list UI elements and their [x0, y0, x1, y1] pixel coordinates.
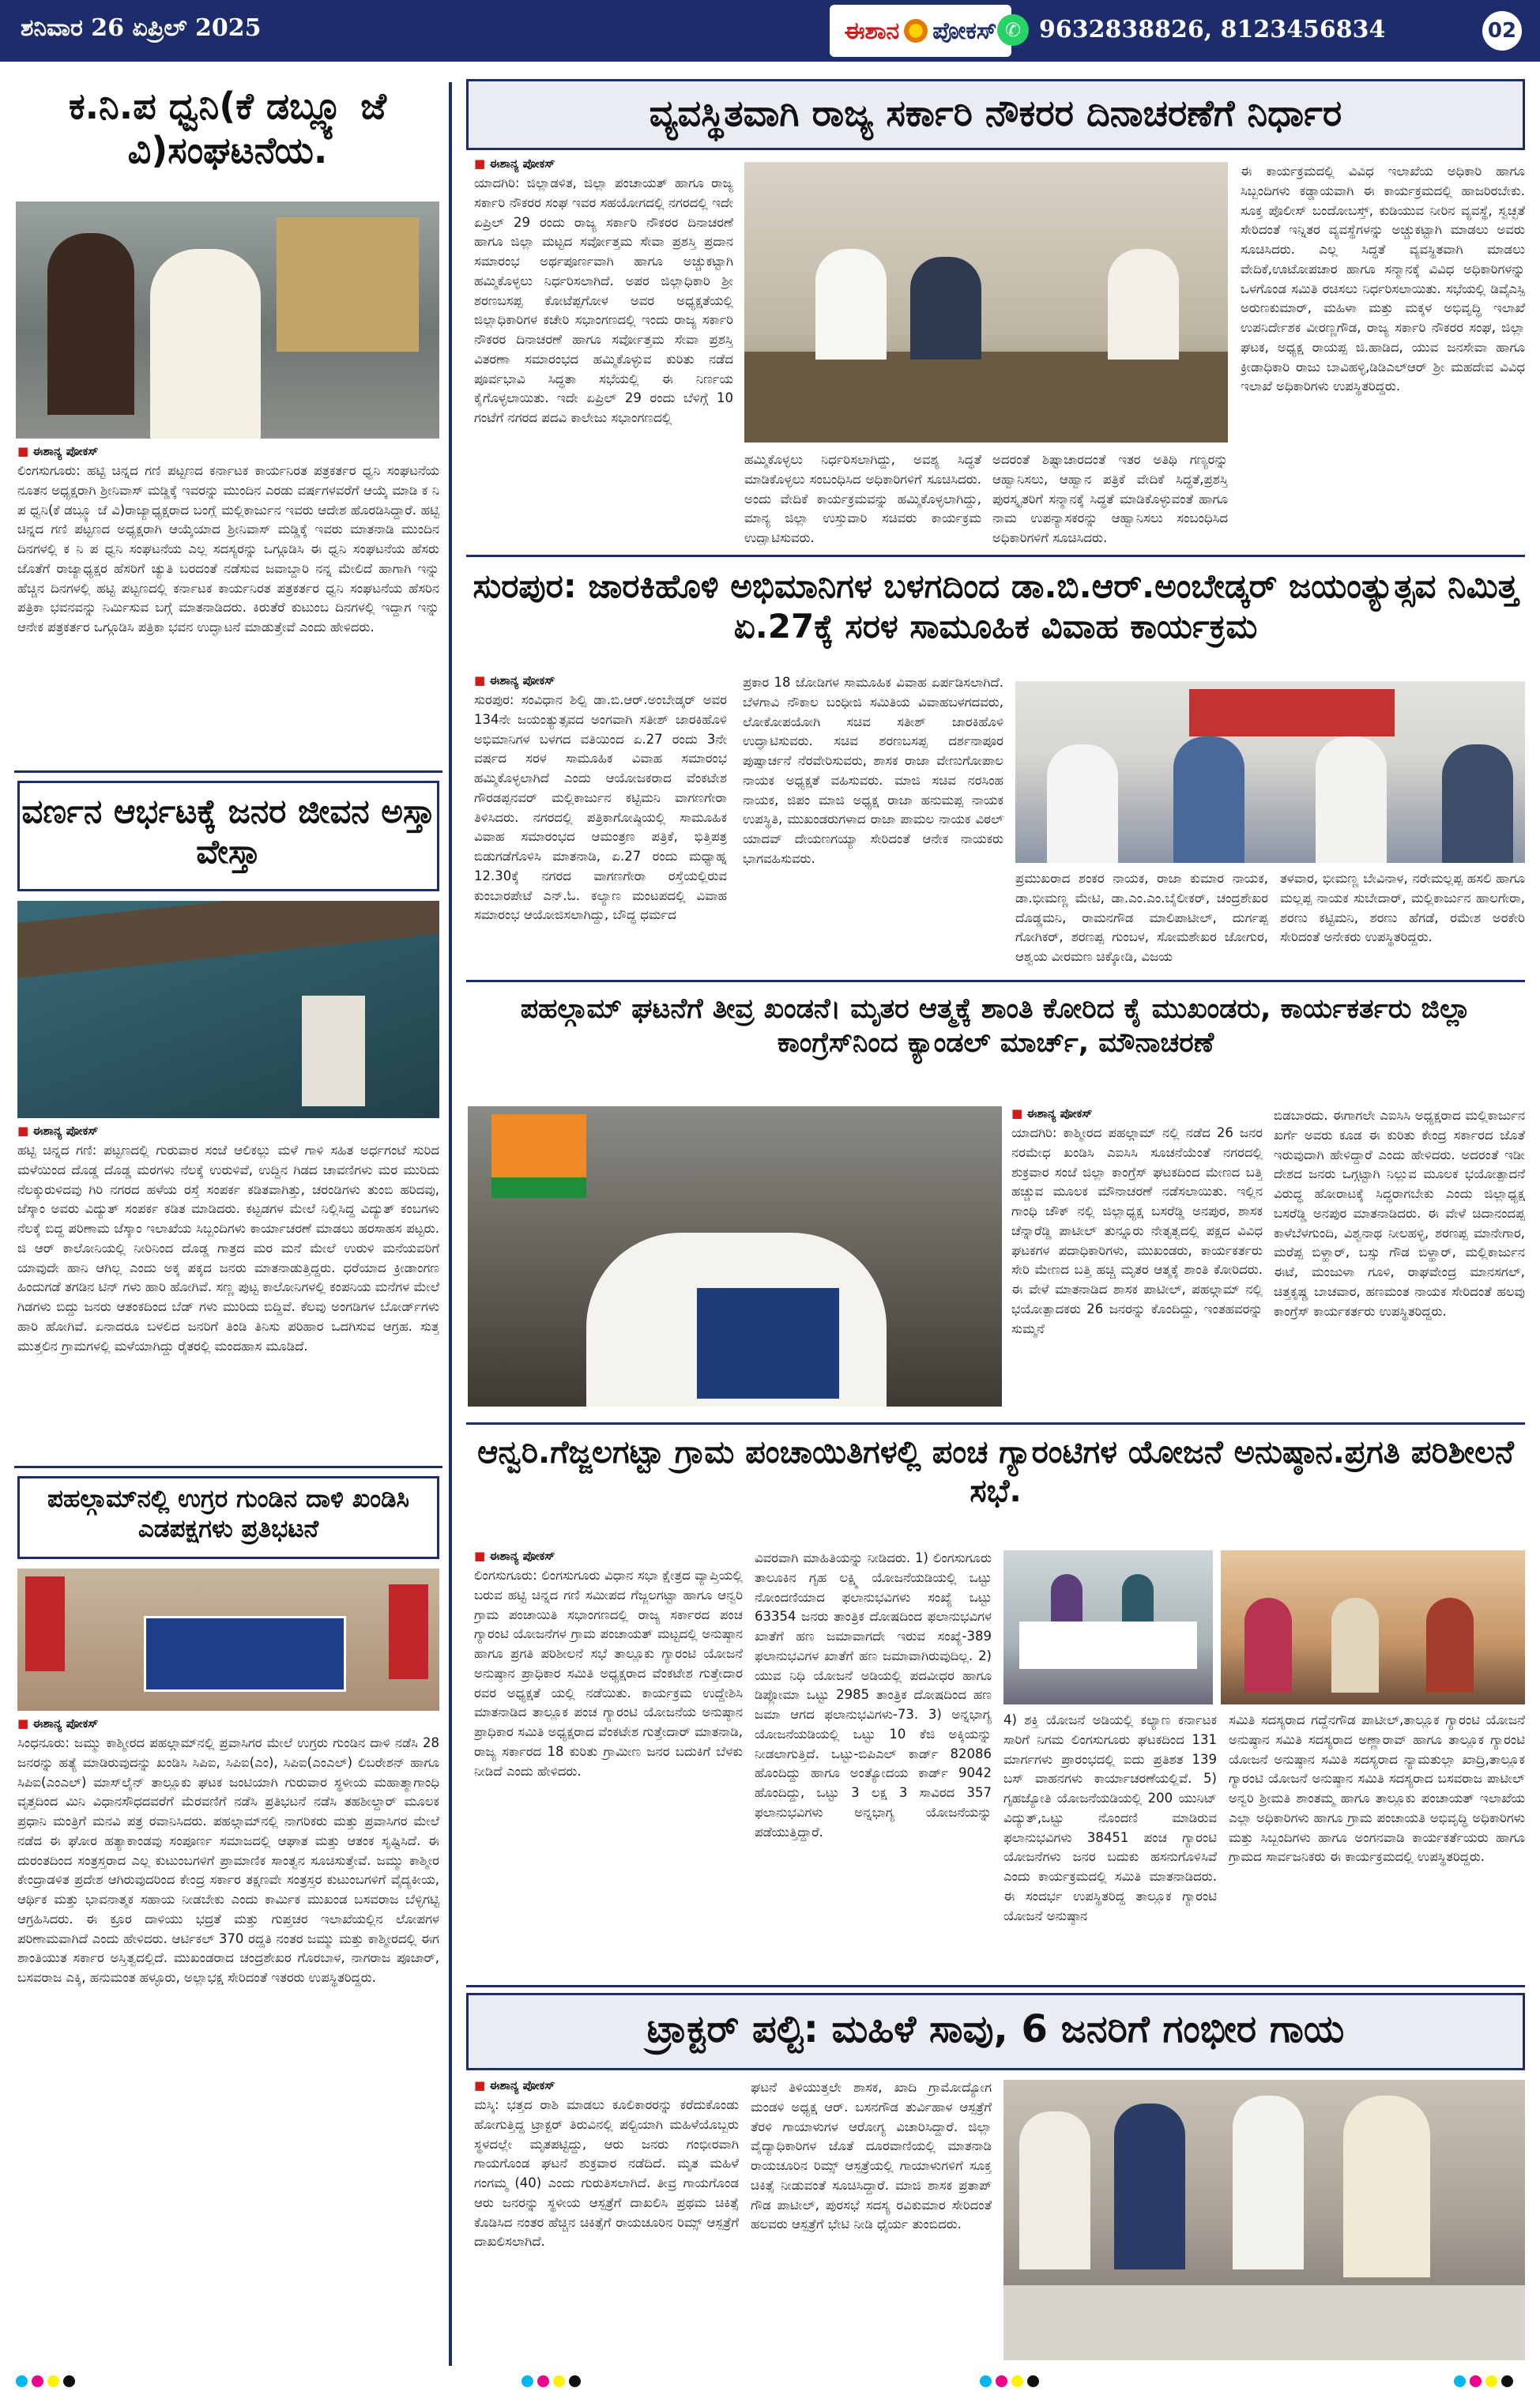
article-2-body-right: ಈ ಕಾರ್ಯಕ್ರಮದಲ್ಲಿ ವಿವಿಧ ಇಲಾಖೆಯ ಅಧಿಕಾರಿ ಹಾಗೂ ಸಿಬ್ಬಂದಿಗಳು ಕಡ್ಡಾಯವಾಗಿ ಈ ಕಾರ್ಯಕ್ರಮದಲ್ಲಿ ಹಾಜರಿರಬೇಕು. ಸೂಕ್ತ ಪೊಲೀಸ್ ಬಂದೋಬಸ್ತ್, ಕುಡಿಯುವ ನೀರಿನ ವ್ಯವಸ್ಥೆ, ಸ್ವಚ್ಛತೆ ಸೇರಿದಂತೆ ಇನ್ನಿತರ ವ್ಯವಸ್ಥೆಗಳನ್ನು ಅಚ್ಚುಕಟ್ಟಾಗಿ ಮಾಡಲು ಅವರು ಸೂಚಿಸಿದರು. ಎಲ್ಲ ಸಿದ್ಧತೆ ವ್ಯವಸ್ಥಿತವಾಗಿ ಮಾಡಲು ವೇದಿಕೆ,ಊಟೋಪಚಾರ ಹಾಗೂ ಸನ್ಮಾನಕ್ಕೆ ವಿವಿಧ ಅಧಿಕಾರಿಗಳನ್ನು ಒಳಗೊಂಡ ಸಮಿತಿ ರಚಿಸಲು ನಿರ್ಧರಿಸಲಾಯಿತು. ಸಭೆಯಲ್ಲಿ ಡಿವೈಎಸ್ಪಿ ಅರುಣಕುಮಾರ್, ಮಹಿಳಾ ಮತ್ತು ಮಕ್ಕಳ ಅಭಿವೃದ್ಧಿ ಇಲಾಖೆ ಉಪನಿರ್ದೇಶಕ ವೀರಣ್ಣಗೌಡ, ರಾಜ್ಯ ಸರ್ಕಾರಿ ನೌಕರರ ಸಂಘ, ಜಿಲ್ಲಾ ಘಟಕ, ಅಧ್ಯಕ್ಷ ರಾಯಪ್ಪ ಜಿ.ಹಾಡಿದ, ಯುವ ಜನಸೇವಾ ಹಾಗೂ ಕ್ರೀಡಾಧಿಕಾರಿ ರಾಜು ಬಾವಿಹಳ್ಳಿ,ಡಿಡಿಎಲ್ಆರ್ ಶ್ರೀ ಮಹದೇವ ವಿವಿಧ ಇಲಾಖೆ ಅಧಿಕಾರಿಗಳು ಉಪಸ್ಥಿತರಿದ್ದರು. — [1241, 164, 1525, 394]
separator — [466, 555, 1525, 557]
article-8-body-col1: ಮಸ್ಕಿ: ಭತ್ತದ ರಾಶಿ ಮಾಡಲು ಕೂಲಿಕಾರರನ್ನು ಕರೆದುಕೊಂಡು ಹೋಗುತ್ತಿದ್ದ ಟ್ರಾಕ್ಟರ್ ತಿರುವಿನಲ್ಲಿ ಪಲ್ಟಿಯಾಗಿ ಮಹಿಳೆಯೊಬ್ಬರು ಸ್ಥಳದಲ್ಲೇ ಮೃತಪಟ್ಟಿದ್ದು, ಆರು ಜನರು ಗಂಭೀರವಾಗಿ ಗಾಯಗೊಂಡ ಘಟನೆ ಶುಕ್ರವಾರ ನಡೆದಿದೆ. ಮೃತ ಮಹಿಳೆ ಗಂಗಮ್ಮ (40) ಎಂದು ಗುರುತಿಸಲಾಗಿದೆ. ತೀವ್ರ ಗಾಯಗೊಂಡ ಆರು ಜನರನ್ನು ಸ್ಥಳೀಯ ಆಸ್ಪತ್ರೆಗೆ ದಾಖಲಿಸಿ ಪ್ರಥಮ ಚಿಕಿತ್ಸೆ ಕೊಡಿಸಿದ ನಂತರ ಹೆಚ್ಚಿನ ಚಿಕಿತ್ಸೆಗೆ ರಾಯಚೂರಿನ ರಿಮ್ಸ್ ಆಸ್ಪತ್ರೆಗೆ ದಾಖಲಿಸಲಾಗಿದೆ. — [474, 2097, 739, 2250]
article-4-photo — [1015, 681, 1525, 863]
article-6-byline: ■ ಈಶಾನ್ಯ ಪೋಕಸ್ — [17, 1716, 98, 1731]
column-divider — [449, 82, 452, 2366]
article-7-byline: ■ ಈಶಾನ್ಯ ಪೋಕಸ್ — [474, 1549, 555, 1563]
whatsapp-icon: ✆ — [997, 14, 1029, 46]
article-7-photo-2 — [1221, 1550, 1525, 1704]
print-registration-marks — [980, 2375, 1039, 2387]
separator — [14, 1466, 442, 1468]
article-3-body: ಹಟ್ಟಿ ಚಿನ್ನದ ಗಣಿ: ಪಟ್ಟಣದಲ್ಲಿ ಗುರುವಾರ ಸಂಜೆ ಆಲಿಕಲ್ಲು ಮಳೆ ಗಾಳಿ ಸಹಿತ ಅರ್ಧಗಂಟೆ ಸುರಿದ ಮಳೆಯಿಂದ ದೊಡ್ಡ ದೊಡ್ಡ ಮರಗಳು ನೆಲಕ್ಕೆ ಉರುಳಿವೆ, ಉದ್ದಿನ ಗಿಡದ ಚಾವಣಿಗಳು ಮರ ಮುರಿದು ನೆಲಕ್ಕುರುಳಿದವು ಗಿರಿ ನಗರದ ಹಳೆಯ ರಸ್ತೆ ಸಂಪರ್ಕ ಕಡಿತವಾಗಿತ್ತು, ಚರಂಡಿಗಳು ತುಂಬಿ ಹರಿದವು, ಜೆಸ್ಕಾಂ ಅವರು ವಿದ್ಯುತ್ ಸಂಪರ್ಕ ಕಡಿತ ಮಾಡಿದರು. ಕಟ್ಟಡಗಳ ಮೇಲೆ ನಿಲ್ಲಿಸಿದ್ದ ವಿದ್ಯುತ್ ಕಂಬಗಳು ನೆಲಕ್ಕೆ ಬಿದ್ದ ಪರಿಣಾಮ ಜೆಸ್ಕಾಂ ಇಲಾಖೆಯ ಸಿಬ್ಬಂದಿಗಳು ಕಾರ್ಯಾಚರಣೆ ಮಾಡಲು ಹರಸಾಹಸ ಪಟ್ಟರು. ಜಿ ಆರ್ ಕಾಲೋನಿಯಲ್ಲಿ ನೀರಿನಿಂದ ದೊಡ್ಡ ಗಾತ್ರದ ಮರ ಮನೆ ಮೇಲೆ ಉರುಳಿ ಮನೆಯವರಿಗೆ ಯಾವುದೇ ಹಾನಿ ಆಗಿಲ್ಲ ಎಂದು ಅಕ್ಕ ಪಕ್ಕದ ಜನರು ಮಾತನಾಡುತ್ತಿದ್ದರು. ಧರೆಯಾದ ಕ್ರೀಡಾಂಗಣ ಹಿಂದುಗಡೆ ತಗಡಿನ ಟಿನ್ ಗಳು ಹಾರಿ ಹೋಗಿವೆ. ಸಣ್ಣ ಪುಟ್ಟ ಕಾಲೋನಿಗಳಲ್ಲಿ ಕಂಪನಿಯ ಮನೆಗಳ ಮೇಲೆ ಗಿಡಗಳು ಬಿದ್ದು ಜನರು ಆತಂಕದಿಂದ ಬೆಡ್ ಗಳು ಮುರಿದು ಬಿದ್ದಿವೆ. ಕೆಲವು ಅಂಗಡಿಗಳ ಬೋರ್ಡ್‌ಗಳು ಹಾರಿ ಹೋಗಿವೆ. ಏನಾದರೂ ಬಳಲಿದ ಜನರಿಗೆ ತಿಂಡಿ ತಿನಿಸು ಪರಿಹಾರ ಒದಗಿಸುವ ಆಗ್ರಹ. ಸುತ್ತ ಮುತ್ತಲಿನ ಗ್ರಾಮಗಳಲ್ಲಿ ಮಳೆಯಾಗಿದ್ದು ರೈತರಲ್ಲಿ ಮಂದಹಾಸ ಮೂಡಿದೆ. — [17, 1143, 439, 1354]
issue-date: ಶನಿವಾರ 26 ಏಪ್ರಿಲ್ 2025 — [21, 14, 262, 42]
article-4-byline: ■ ಈಶಾನ್ಯ ಪೋಕಸ್ — [474, 673, 555, 687]
article-4-body-col2: ಪ್ರಕಾರ 18 ಜೋಡಿಗಳ ಸಾಮೂಹಿಕ ವಿವಾಹ ಏರ್ಪಡಿಸಲಾಗಿದೆ. ಬೆಳಗಾವಿ ನೌಕಾಲ ಬಂಧೀಜಿ ಸಮಿತಿಯ ವಿವಾಹಬಳಗದವರು, ಲೋಕೋಪಯೋಗಿ ಸಚಿವ ಸತೀಶ್ ಜಾರಕಿಹೊಳಿ ಉದ್ಘಾಟಿಸುವರು. ಸಚಿವ ಶರಣಬಸಪ್ಪ ದರ್ಶನಾಪೂರ ಪುಷ್ಪಾರ್ಚನೆ ನೆರವೇರಿಸುವರು, ಶಾಸಕ ರಾಜಾ ವೇಣುಗೋಪಾಲ ನಾಯಕ ಅಧ್ಯಕ್ಷತೆ ವಹಿಸುವರು. ಮಾಜಿ ಸಚಿವ ನರಸಿಂಹ ನಾಯಕ, ಜಿಪಂ ಮಾಜಿ ಅಧ್ಯಕ್ಷ ರಾಜಾ ಹನುಮಪ್ಪ ನಾಯಕ ಉಪಸ್ಥಿತಿ, ಮುಖಂಡರುಗಳಾದ ರಾಜಾ ಪಾಮಲ ನಾಯಕ ವಿಠಲ್ ಯಾದವ್ ದೇಯಣಗಯ್ಯಾ ಸೇರಿದಂತೆ ಆನೇಕ ನಾಯಕರು ಭಾಗವಹಿಸುವರು. — [743, 675, 1003, 866]
masthead-bar — [0, 0, 1540, 62]
article-7-body-col4: ಸಮಿತಿ ಸದಸ್ಯರಾದ ಗದ್ದೆನಗೌಡ ಪಾಟೀಲ್,ತಾಲ್ಲೂಕ ಗ್ಯಾರಂಟಿ ಯೋಜನೆ ಅನುಷ್ಠಾನ ಸಮಿತಿ ಸದಸ್ಯರಾದ ಅಣ್ಣಾರಾವ್ ಹಾಗೂ ತಾಲ್ಲೂಕ ಗ್ಯಾರಂಟಿ ಯೋಜನೆ ಅನುಷ್ಠಾನ ಸಮಿತಿ ಸದಸ್ಯರಾದ ನ್ಯಾಮತುಲ್ಲಾ ಖಾದ್ರಿ,ತಾಲ್ಲೂಕ ಗ್ಯಾರಂಟಿ ಯೋಜನೆ ಅನುಷ್ಠಾನ ಸಮಿತಿ ಸದಸ್ಯರಾದ ಬಸವರಾಜ ಪಾಟೀಲ್ ಅನ್ವರಿ ಶ್ರೀಮತಿ ಶಾಂತಮ್ಮ ಹಾಗೂ ತಾಲ್ಲೂಕು ಪಂಚಾಯತ್ ಇಲಾಖೆಯ ಎಲ್ಲಾ ಅಧಿಕಾರಿಗಳು ಹಾಗೂ ಗ್ರಾಮ ಪಂಚಾಯತಿ ಅಭಿವೃದ್ಧಿ ಅಧಿಕಾರಿಗಳು ಮತ್ತು ಸಿಬ್ಬಂದಿಗಳು ಹಾಗೂ ಅಂಗನವಾಡಿ ಕಾರ್ಯಕರ್ತೆಯರು ಹಾಗೂ ಗ್ರಾಮದ ಸಾರ್ವಜನಿಕರು ಈ ಕಾರ್ಯಕ್ರಮದಲ್ಲಿ ಉಪಸ್ಥಿತರಿದ್ದರು. — [1229, 1712, 1525, 1865]
article-2-body-mid2: ಅದರಂತೆ ಶಿಷ್ಟಾಚಾರದಂತೆ ಇತರ ಅತಿಥಿ ಗಣ್ಯರನ್ನು ಆಹ್ವಾನಿಸಲು, ಆಹ್ವಾನ ಪತ್ರಿಕೆ ವೇದಿಕೆ ಸಿದ್ಧತೆ,ಪ್ರಶಸ್ತಿ ಪುರಸ್ಕೃತರಿಗೆ ಸನ್ಮಾನಕ್ಕೆ ಸಿದ್ಧತೆ ಮಾಡಿಕೊಳ್ಳುವಂತೆ ಹಾಗೂ ನಾಮ ಉಪನ್ಯಾಸಕರನ್ನು ಆಹ್ವಾನಿಸಲು ಸಂಬಂಧಿಸಿದ ಅಧಿಕಾರಿಗಳಿಗೆ ಸೂಚಿಸಿದರು. — [992, 452, 1228, 545]
separator — [14, 770, 442, 773]
article-2-photo — [744, 162, 1228, 443]
print-registration-marks — [521, 2375, 581, 2387]
separator — [466, 1985, 1525, 1987]
print-registration-marks — [16, 2375, 75, 2387]
article-4-body-col4: ತಳವಾರ, ಭೀಮಣ್ಣ ಬೇವಿನಾಳ, ನರೇಮಲ್ಲಪ್ಪ ಹಸಲಿ ಹಾಗೂ ಮಲ್ಲಪ್ಪ ನಾಯಕ ಸುಬೇದಾರ್, ಮಲ್ಲಿಕಾರ್ಜುನ ಹಾಲಗೇರಾ, ಶರಣು ಕಟ್ಟಿಮನಿ, ಶರಣು ಹೆಗಡೆ, ರಮೇಶ ಅರಕೇರಿ ಸೇರಿದಂತೆ ಅನೇಕರು ಉಪಸ್ಥಿತರಿದ್ದರು. — [1280, 871, 1525, 945]
article-1-body: ಲಿಂಗಸುಗೂರು: ಹಟ್ಟಿ ಚಿನ್ನದ ಗಣಿ ಪಟ್ಟಣದ ಕರ್ನಾಟಕ ಕಾರ್ಯನಿರತ ಪತ್ರಕರ್ತರ ಧ್ವನಿ ಸಂಘಟನೆಯ ನೂತನ ಅಧ್ಯಕ್ಷರಾಗಿ ಶ್ರೀನಿವಾಸ್ ಮಡ್ಡಿಕ್ಕೆ ಇವರನ್ನು ಮುಂದಿನ ಎರಡು ವರ್ಷಗಳವರೆಗೆ ಆಯ್ಕೆ ಮಾಡಿ ಕ ನಿ ಪ ಧ್ವನಿ(ಕೆ ಡಬ್ಲ್ಯೂ ಜೆ ವಿ)ರಾಜ್ಯಾಧ್ಯಕ್ಷರಾದ ಬಂಗ್ಲೆ ಮಲ್ಲಿಕಾರ್ಜುನ ಇವರು ಆದೇಶ ಹೊರಡಿಸಿದ್ದಾರೆ. ಹಟ್ಟಿ ಚಿನ್ನದ ಗಣಿ ಪಟ್ಟಣದ ಅಧ್ಯಕ್ಷರಾಗಿ ಆಯ್ಕೆಯಾದ ಶ್ರೀನಿವಾಸ್ ಮಡ್ಡಿಕ್ಕೆ ಇವರು ಮಾತನಾಡಿ ಮುಂದಿನ ದಿನಗಳಲ್ಲಿ ಕ ನಿ ಪ ಧ್ವನಿ ಸಂಘಟನೆಯ ಎಲ್ಲ ಸದಸ್ಯರನ್ನು ಒಗ್ಗೂಡಿಸಿ ಈ ಧ್ವನಿ ಸಂಘಟನೆಯ ಹೆಸರು ಜೊತೆಗೆ ರಾಜ್ಯಾಧ್ಯಕ್ಷರ ಹೆಸರಿಗೆ ಚ್ಯುತಿ ಬರದಂತೆ ನಡೆಸುವ ಜವಾಬ್ದಾರಿ ನನ್ನ ಮೇಲಿದೆ ಹಾಗಾಗಿ ಇನ್ನು ಹೆಚ್ಚಿನ ದಿನಗಳಲ್ಲಿ ಹಟ್ಟಿ ಪಟ್ಟಣದಲ್ಲಿ ಕರ್ನಾಟಕ ಕಾರ್ಯನಿರತ ಪತ್ರಕರ್ತರ ಧ್ವನಿ ಸಂಘಟನೆಯ ಹೆಸರಿನ ಪತ್ರಿಕಾ ಭವನವನ್ನು ನಿರ್ಮಿಸುವ ಬಗ್ಗೆ ಮಾತನಾಡಿದರು. ಕಿರುತೆರೆ ಕುಟುಂಬ ದಿನಗಳಲ್ಲಿ ಇದ್ದಾಗ ಇನ್ನು ಆನೇಕ ಪತ್ರಕರ್ತರ ಒಗ್ಗೂಡಿಸಿ ಪತ್ರಿಕಾ ಭವನ ಉದ್ಘಾಟನೆ ಮಾಡುತ್ತೇವೆ ಎಂದು ಹೇಳಿದರು. — [17, 463, 439, 635]
article-6-body: ಸಿಂಧನೂರು: ಜಮ್ಮು ಕಾಶ್ಮೀರದ ಪಹಲ್ಗಾಮ್‌ನಲ್ಲಿ ಪ್ರವಾಸಿಗರ ಮೇಲೆ ಉಗ್ರರು ಗುಂಡಿನ ದಾಳಿ ನಡೆಸಿ 28 ಜನರನ್ನು ಹತ್ಯೆ ಮಾಡಿರುವುದನ್ನು ಖಂಡಿಸಿ ಸಿಪಿಐ, ಸಿಪಿಐ(ಎಂ), ಸಿಪಿಐ(ಎಂಎಲ್) ಲಿಬರೇಶನ್ ಹಾಗೂ ಸಿಪಿಐ(ಎಂಎಲ್) ಮಾಸ್‌ಲೈನ್ ತಾಲ್ಲೂಕು ಘಟಕ ಜಂಟಿಯಾಗಿ ಗುರುವಾರ ಸ್ಥಳೀಯ ಮಹಾತ್ಮಾಗಾಂಧಿ ವೃತ್ತದಿಂದ ಮಿನಿ ವಿಧಾನಸೌಧದವರೆಗೆ ಮೆರವಣಿಗೆ ನಡೆಸಿ ಪ್ರತಿಭಟನೆ ನಡೆಸಿ ತಹಶೀಲ್ದಾರ್ ಮೂಲಕ ಪ್ರಧಾನಿ ಮಂತ್ರಿಗೆ ಮನವಿ ಪತ್ರ ರವಾನಿಸಿದರು. ಪಹಲ್ಗಾಮ್‌ನಲ್ಲಿ ನಾಗರಿಕರು ಮತ್ತು ಪ್ರವಾಸಿಗರ ಮೇಲೆ ನಡೆದ ಈ ಘೋರ ಹತ್ಯಾಕಾಂಡವು ಸಂಪೂರ್ಣ ಸಮಾಜದಲ್ಲಿ ಆಘಾತ ಮತ್ತು ಆತಂಕ ಸೃಷ್ಟಿಸಿದೆ. ಈ ದುರಂತದಿಂದ ಸಂತ್ರಸ್ತರಾದ ಎಲ್ಲ ಕುಟುಂಬಗಳಿಗೆ ಪ್ರಾಮಾಣಿಕ ಸಾಂತ್ವನ ಸೂಚಿಸುತ್ತೇವೆ. ಜಮ್ಮು ಕಾಶ್ಮೀರ ಕೇಂದ್ರಾಡಳಿತ ಪ್ರದೇಶ ಆಗಿರುವುದರಿಂದ ಕೇಂದ್ರ ಸರ್ಕಾರ ತಕ್ಷಣವೇ ಸಂತ್ರಸ್ತರ ಕುಟುಂಬಗಳಿಗೆ ವೈದ್ಯಕೀಯ, ಆರ್ಥಿಕ ಮತ್ತು ಭಾವನಾತ್ಮಕ ಸಹಾಯ ನೀಡಬೇಕು ಎಂದು ಕಾರ್ಮಿಕ ಮುಖಂಡ ಬಸವರಾಜ ಬೆಳ್ಳಿಗಟ್ಟಿ ಆಗ್ರಹಿಸಿದರು. ಈ ಕ್ರೂರ ದಾಳಿಯು ಭದ್ರತೆ ಮತ್ತು ಗುಪ್ತಚರ ಇಲಾಖೆಯಲ್ಲಿನ ಲೋಪಗಳ ಪರಿಣಾಮವಾಗಿದೆ ಎಂದು ಹೇಳಿದರು. ಆರ್ಟಿಕಲ್ 370 ರದ್ದತಿ ನಂತರ ಜಮ್ಮು ಮತ್ತು ಕಾಶ್ಮೀರದಲ್ಲಿ ಈಗ ಶಾಂತಿಯುತ ಸರ್ಕಾರ ಅಸ್ತಿತ್ವದಲ್ಲಿದೆ. ಮುಖಂಡರಾದ ಚಂದ್ರಶೇಖರ ಗೊರಬಾಳ, ನಾಗರಾಜ ಪೂಜಾರ್, ಬಸವರಾಜ ಎಕ್ಕಿ, ಹನುಮಂತ ಹಳ್ಳೂರು, ಅಲ್ಲಾಭಕ್ಷ ಸೇರಿದಂತೆ ಇತರರು ಉಪಸ್ಥಿತರಿದ್ದರು. — [17, 1735, 439, 1985]
logo-left-text: ಈಶಾನ — [844, 17, 900, 45]
print-registration-marks — [1454, 2375, 1513, 2387]
article-5-byline: ■ ಈಶಾನ್ಯ ಪೋಕಸ್ — [1011, 1106, 1092, 1121]
article-7-headline[interactable]: ಆನ್ವರಿ.ಗೆಜ್ಜಲಗಟ್ಟಾ ಗ್ರಾಮ ಪಂಚಾಯಿತಿಗಳಲ್ಲಿ ಪಂಚ ಗ್ಯಾರಂಟಿಗಳ ಯೋಜನೆ ಅನುಷ್ಠಾನ.ಪ್ರಗತಿ ಪರಿಶೀಲನೆ ಸಭೆ. — [477, 1434, 1514, 1509]
article-2-body-mid1: ಹಮ್ಮಿಕೊಳ್ಳಲು ನಿರ್ಧರಿಸಲಾಗಿದ್ದು, ಅವಶ್ಯ ಸಿದ್ಧತೆ ಮಾಡಿಕೊಳ್ಳಲು ಸಂಬಂಧಿಸಿದ ಅಧಿಕಾರಿಗಳಿಗೆ ಸೂಚಿಸಿದರು. ಅಂದು ವೇದಿಕೆ ಕಾರ್ಯಕ್ರಮವನ್ನು ಹಮ್ಮಿಕೊಳ್ಳಲಾಗಿದ್ದು, ಮಾನ್ಯ ಜಿಲ್ಲಾ ಉಸ್ತುವಾರಿ ಸಚಿವರು ಕಾರ್ಯಕ್ರಮ ಉದ್ಘಾಟಿಸುವರು. — [744, 452, 981, 545]
article-8-headline[interactable]: ಟ್ರಾಕ್ಟರ್ ಪಲ್ಟಿ: ಮಹಿಳೆ ಸಾವು, 6 ಜನರಿಗೆ ಗಂಭೀರ ಗಾಯ — [466, 1993, 1525, 2070]
contact-phone: 9632838826, 8123456834 — [1039, 16, 1386, 43]
article-7-body-col1: ಲಿಂಗಸುಗೂರು: ಲಿಂಗಸುಗೂರು ವಿಧಾನ ಸಭಾ ಕ್ಷೇತ್ರದ ವ್ಯಾಪ್ತಿಯಲ್ಲಿ ಬರುವ ಹಟ್ಟಿ ಚಿನ್ನದ ಗಣಿ ಸಮೀಪದ ಗೆಜ್ಜಲಗಟ್ಟಾ ಹಾಗೂ ಆನ್ವರಿ ಗ್ರಾಮ ಪಂಚಾಯಿತಿ ಸಭಾಂಗಣದಲ್ಲಿ ರಾಜ್ಯ ಸರ್ಕಾರದ ಪಂಚ ಗ್ಯಾರಂಟಿ ಯೋಜನೆಗಳ ಗ್ರಾಮ ಪಂಚಾಯತ್ ಮಟ್ಟದಲ್ಲಿ ಅನುಷ್ಠಾನ ಹಾಗೂ ಪ್ರಗತಿ ಪರಿಶೀಲನೆ ಸಭೆ ತಾಲ್ಲೂಕು ಗ್ಯಾರಂಟಿ ಯೋಜನೆ ಅನುಷ್ಠಾನ ಪ್ರಾಧಿಕಾರ ಸಮಿತಿ ಅಧ್ಯಕ್ಷರಾದ ವೆಂಕಟೇಶ ಗುತ್ತೇದಾರ ರವರ ಅಧ್ಯಕ್ಷತೆ ಯಲ್ಲಿ ನಡೆಯಿತು. ಕಾರ್ಯಕ್ರಮ ಉದ್ದೇಶಿಸಿ ಮಾತನಾಡಿದ ತಾಲ್ಲೂಕ ಪಂಚ ಗ್ಯಾರಂಟಿ ಯೋಜನೆಯ ಅನುಷ್ಠಾನ ಪ್ರಾಧಿಕಾರ ಸಮಿತಿ ಅಧ್ಯಕ್ಷರಾದ ವೆಂಕಟೇಶ ಗುತ್ತೇದಾರ್ ಮಾತನಾಡಿ, ರಾಜ್ಯ ಸರ್ಕಾರದ 18 ಕುರಿತು ಗ್ರಾಮೀಣ ಜನರ ಬದುಕಿಗೆ ಬೆಳಕು ನೀಡಿದೆ ಎಂದು ಹೇಳಿದರು. — [474, 1568, 743, 1779]
article-5-body-col2: ಬಿಡಬಾರದು. ಈಗಾಗಲೇ ಎಐಸಿಸಿ ಅಧ್ಯಕ್ಷರಾದ ಮಲ್ಲಿಕಾರ್ಜುನ ಖರ್ಗೆ ಅವರು ಕೂಡ ಈ ಕುರಿತು ಕೇಂದ್ರ ಸರ್ಕಾರದ ಜೊತೆ ಇರುವುದಾಗಿ ಹೇಳಿದ್ದಾರೆ ಎಂದು ಹೇಳಿದರು. ಅದರಂತೆ ಇಡೀ ದೇಶದ ಜನರು ಒಗ್ಗಟ್ಟಾಗಿ ನಿಲ್ಲುವ ಮೂಲಕ ಭಯೋತ್ಪಾದನೆ ವಿರುದ್ಧ ಹೋರಾಟಕ್ಕೆ ಸಿದ್ಧರಾಗಬೇಕು ಎಂದು ಜಿಲ್ಲಾಧ್ಯಕ್ಷ ಬಸರೆಡ್ಡಿ ಅನಪುರ ಮಾತನಾಡಿದರು. ಈ ವೇಳೆ ಚಿದಾನಂದಪ್ಪ ಕಾಳೆಬೆಳಗುಂದಿ, ವಿಶ್ವನಾಥ ನೀಲಹಳ್ಳಿ, ಶರಣಪ್ಪ ಮಾನೇಗಾರ, ಮರೆಪ್ಪ ಬಿಳ್ಹಾರ್, ಬಸ್ಸು ಗೌಡ ಬಿಳ್ಹಾರ್, ಮಲ್ಲಿಕಾರ್ಜುನ ಈಟೆ, ಮಂಜುಳಾ ಗೂಳಿ, ರಾಘವೇಂದ್ರ ಮಾನಸಗಲ್, ಚಿತ್ತಕೃಷ್ಣ ಬಾಚವಾರ, ಹಣಮಂತ ನಾಯಕ ಸೇರಿದಂತೆ ಹಲವು ಕಾಂಗ್ರೆಸ್ ಕಾರ್ಯಕರ್ತರು ಉಪಸ್ಥಿತರಿದ್ದರು. — [1274, 1108, 1525, 1319]
article-3-byline: ■ ಈಶಾನ್ಯ ಪೋಕಸ್ — [17, 1124, 98, 1138]
article-7-body-col2: ವಿವರವಾಗಿ ಮಾಹಿತಿಯನ್ನು ನೀಡಿದರು. 1) ಲಿಂಗಸುಗೂರು ತಾಲೂಕಿನ ಗೃಹ ಲಕ್ಷ್ಮಿ ಯೋಜನೆಯಡಿಯಲ್ಲಿ ಒಟ್ಟು ನೋಂದಣಿಯಾದ ಫಲಾನುಭವಿಗಳು ಸಂಖ್ಯೆ ಒಟ್ಟು 63354 ಜನರು ತಾಂತ್ರಿಕ ದೋಷದಿಂದ ಫಲಾನುಭವಿಗಳ ಖಾತೆಗೆ ಹಣ ಜಮಾವಾಗದೇ ಇರುವ ಸಂಖ್ಯೆ-389 ಫಲಾನುಭವಿಗಳ ಖಾತೆಗೆ ಹಣ ಜಮಾವಾಗಿರುವುದಿಲ್ಲ. 2) ಯುವ ನಿಧಿ ಯೋಜನೆ ಅಡಿಯಲ್ಲಿ ಪದವೀಧರ ಹಾಗೂ ಡಿಪ್ಲೋಮಾ ಒಟ್ಟು 2985 ತಾಂತ್ರಿಕ ದೋಷದಿಂದ ಹಣ ಜಮಾ ಆಗದ ಫಲಾನುಭವಿಗಳು-73. 3) ಅನ್ನಭಾಗ್ಯ ಯೋಜನೆಯಡಿಯಲ್ಲಿ ಒಟ್ಟು 10 ಕೆಜಿ ಅಕ್ಕಿಯನ್ನು ನೀಡಲಾಗುತ್ತಿದೆ. ಒಟ್ಟು-ಬಿಪಿಎಲ್ ಕಾರ್ಡ್ 82086 ಹೊಂದಿದ್ದು ಹಾಗೂ ಅಂತ್ಯೋದಯ ಕಾರ್ಡ್ 9042 ಹೊಂದಿದ್ದು, ಒಟ್ಟು 3 ಲಕ್ಷ 3 ಸಾವಿರದ 357 ಫಲಾನುಭವಿಗಳು ಅನ್ನಭಾಗ್ಯ ಯೋಜನೆಯನ್ನು ಪಡೆಯುತ್ತಿದ್ದಾರೆ. — [755, 1550, 992, 1840]
article-4-body-col1: ಸುರಪುರ: ಸಂವಿಧಾನ ಶಿಲ್ಪಿ ಡಾ.ಬಿ.ಆರ್.ಅಂಬೇಡ್ಕರ್ ಅವರ 134ನೇ ಜಯಂತ್ಯುತ್ಸವದ ಅಂಗವಾಗಿ ಸತೀಶ್ ಜಾರಕಿಹೊಳಿ ಅಭಿಮಾನಿಗಳ ಬಳಗದ ವತಿಯಿಂದ ಏ.27 ರಂದು 3ನೇ ವರ್ಷದ ಸರಳ ಸಾಮೂಹಿಕ ವಿವಾಹ ಸಮಾರಂಭ ಹಮ್ಮಿಕೊಳ್ಳಲಾಗಿದೆ ಎಂದು ಆಯೋಜಕರಾದ ವೆಂಕಟೇಶ ಗೌರಡಪ್ಪನವರ್ ಮಲ್ಲಿಕಾರ್ಜುನ ಕಟ್ಟಿಮನಿ ವಾಗಣಗೇರಾ ತಿಳಿಸಿದರು. ನಗರದಲ್ಲಿ ಪತ್ರಿಕಾಗೋಷ್ಠಿಯಲ್ಲಿ ಸಾಮೂಹಿಕ ವಿವಾಹ ಸಮಾರಂಭದ ಆಮಂತ್ರಣ ಪತ್ರಿಕೆ, ಭಿತ್ತಿಪತ್ರ ಬಿಡುಗಡೆಗೊಳಿಸಿ ಮಾತನಾಡಿ, ಏ.27 ರಂದು ಮಧ್ಯಾಹ್ನ 12.30ಕ್ಕೆ ನಗರದ ವಾಗಣಗೇರಾ ರಸ್ತೆಯಲ್ಲಿರುವ ಕುಂಬಾರಪೇಟೆ ಎನ್.ಓ. ಕಲ್ಯಾಣ ಮಂಟಪದಲ್ಲಿ ವಿವಾಹ ಸಮಾರಂಭ ಆಯೋಜಿಸಲಾಗಿದ್ದು, ಬೌದ್ಧ ಧರ್ಮದ — [474, 692, 727, 923]
article-4-body-col3: ಪ್ರಮುಖರಾದ ಶಂಕರ ನಾಯಕ, ರಾಜಾ ಕುಮಾರ ನಾಯಕ, ಡಾ.ಭೀಮಣ್ಣ ಮೇಟಿ, ಡಾ.ಎಂ.ಎಂ.ಬೈಲೀಕರ್, ಚಂದ್ರಶೇಖರ ದೊಡ್ಡಮನಿ, ರಾಮನಗೌಡ ಮಾಲಿಪಾಟೀಲ್, ದುರ್ಗಪ್ಪ ಗೋಗಿಕರ್, ಶರಣಪ್ಪ ಗುಂಬಳ, ಸೋಮಶೇಖರ ಜೋಗುರ, ಆಶ್ವಯ ವೀರಮಣ ಚಿಕ್ಕೋಡಿ, ವಿಜಯ — [1015, 871, 1268, 964]
article-7-photo-1 — [1003, 1550, 1213, 1704]
article-1-headline[interactable]: ಕ.ನಿ.ಪ ಧ್ವನಿ(ಕೆ ಡಬ್ಲ್ಯೂ ಜೆ ವಿ)ಸಂಘಟನೆಯ. — [68, 85, 386, 172]
article-5-body-col1: ಯಾದಗಿರಿ: ಕಾಶ್ಮೀರದ ಪಹಲ್ಗಾಮ್ ನಲ್ಲಿ ನಡೆದ 26 ಜನರ ನರಮೇಧ ಖಂಡಿಸಿ ಎಐಸಿಸಿ ಸೂಚನೆಯೆಂತೆ ನಗರದಲ್ಲಿ ಶುಕ್ರವಾರ ಸಂಜೆ ಜಿಲ್ಲಾ ಕಾಂಗ್ರೆಸ್ ಘಟಕದಿಂದ ಮೇಣದ ಬತ್ತಿ ಹಚ್ಚುವ ಮೂಲಕ ಮೌನಾಚರಣೆ ನಡೆಸಲಾಯಿತು. ಇಲ್ಲಿನ ಗಾಂಧಿ ಚೌಕ್ ನಲ್ಲಿ ಜಿಲ್ಲಾಧ್ಯಕ್ಷ ಬಸರೆಡ್ಡಿ ಅನಪುರ, ಶಾಸಕ ಚೆನ್ನಾರೆಡ್ಡಿ ಪಾಟೀಲ್ ತುನ್ನೂರು ನೇತೃತ್ವದಲ್ಲಿ ಪಕ್ಷದ ವಿವಿಧ ಘಟಕಗಳ ಪದಾಧಿಕಾರಿಗಳು, ಮುಖಂಡರು, ಕಾರ್ಯಕರ್ತರು ಸೇರಿ ಮೇಣದ ಬತ್ತಿ ಹಚ್ಚಿ ಮೃತರ ಆತ್ಮಕ್ಕೆ ಶಾಂತಿ ಕೋರಿದರು. ಈ ವೇಳೆ ಮಾತನಾಡಿದ ಶಾಸಕ ಪಾಟೀಲ್, ಪಹಲ್ಗಾಮ್ ನಲ್ಲಿ ಭಯೋತ್ಪಾದಕರು 26 ಜನರನ್ನು ಕೊಂದಿದ್ದು, ಇಂತಹವರನ್ನು ಸುಮ್ಮನೆ — [1011, 1125, 1263, 1336]
separator — [466, 980, 1525, 982]
article-4-headline[interactable]: ಸುರಪುರ: ಜಾರಕಿಹೊಳಿ ಅಭಿಮಾನಿಗಳ ಬಳಗದಿಂದ ಡಾ.ಬಿ.ಆರ್.ಅಂಬೇಡ್ಕರ್ ಜಯಂತ್ಯುತ್ಸವ ನಿಮಿತ್ತ ಏ.27ಕ್ಕೆ ಸರಳ ಸಾಮೂಹಿಕ ವಿವಾಹ ಕಾರ್ಯಕ್ರಮ — [473, 567, 1519, 646]
article-2-headline[interactable]: ವ್ಯವಸ್ಥಿತವಾಗಿ ರಾಜ್ಯ ಸರ್ಕಾರಿ ನೌಕರರ ದಿನಾಚರಣೆಗೆ ನಿರ್ಧಾರ — [466, 79, 1525, 150]
article-3-photo — [17, 901, 439, 1118]
newspaper-logo — [830, 5, 1011, 57]
article-2-body-left: ಯಾದಗಿರಿ: ಜಿಲ್ಲಾಡಳಿತ, ಜಿಲ್ಲಾ ಪಂಚಾಯತ್ ಹಾಗೂ ರಾಜ್ಯ ಸರ್ಕಾರಿ ನೌಕರರ ಸಂಘ ಇವರ ಸಹಯೋಗದಲ್ಲಿ ನಗರದಲ್ಲಿ ಇದೇ ಏಪ್ರಿಲ್ 29 ರಂದು ರಾಜ್ಯ ಸರ್ಕಾರಿ ನೌಕರರ ದಿನಾಚರಣೆ ಹಾಗೂ ಜಿಲ್ಲಾ ಮಟ್ಟದ ಸರ್ವೋತ್ತಮ ಸೇವಾ ಪ್ರಶಸ್ತಿ ಪ್ರದಾನ ಸಮಾರಂಭ ಅರ್ಥಪೂರ್ಣವಾಗಿ ಹಾಗೂ ಅಚ್ಚುಕಟ್ಟಾಗಿ ಹಮ್ಮಿಕೊಳ್ಳಲು ನಿರ್ಧರಿಸಲಾಗಿದೆ. ಅಪರ ಜಿಲ್ಲಾಧಿಕಾರಿ ಶ್ರೀ ಶರಣಬಸಪ್ಪ ಕೋಟೆಪ್ಪಗೋಳ ಅವರ ಅಧ್ಯಕ್ಷತೆಯಲ್ಲಿ ಜಿಲ್ಲಾಧಿಕಾರಿಗಳ ಕಚೇರಿ ಸಭಾಂಗಣದಲ್ಲಿ ಇಂದು ರಾಜ್ಯ ಸರ್ಕಾರಿ ನೌಕರರ ದಿನಾಚರಣೆ ಹಾಗೂ ಸರ್ವೋತ್ತಮ ಸೇವಾ ಪ್ರಶಸ್ತಿ ವಿತರಣಾ ಸಮಾರಂಭದ ಹಮ್ಮಿಕೊಳ್ಳುವ ಕುರಿತು ನಡೆದ ಪೂರ್ವಭಾವಿ ಸಿದ್ಧತಾ ಸಭೆಯಲ್ಲಿ ಈ ನಿರ್ಣಯ ಕೈಗೊಳ್ಳಲಾಯಿತು. ಇದೇ ಏಪ್ರಿಲ್ 29 ರಂದು ಬೆಳಿಗ್ಗೆ 10 ಗಂಟೆಗೆ ನಗರದ ಪದವಿ ಕಾಲೇಜು ಸಭಾಂಗಣದಲ್ಲಿ — [474, 175, 733, 425]
article-7-body-col3: 4) ಶಕ್ತಿ ಯೋಜನೆ ಅಡಿಯಲ್ಲಿ ಕಲ್ಯಾಣ ಕರ್ನಾಟಕ ಸಾರಿಗೆ ನಿಗಮ ಲಿಂಗಸುಗೂರು ಘಟಕದಿಂದ 131 ಮಾರ್ಗಗಳು ಪ್ರಾರಂಭದಲ್ಲಿ ಐದು ಪ್ರತಿಶತ 139 ಬಸ್ ವಾಹನಗಳು ಕಾರ್ಯಾಚರಣೆಯಲ್ಲಿವೆ. 5) ಗೃಹಜ್ಯೋತಿ ಯೋಜನೆಯಡಿಯಲ್ಲಿ 200 ಯುನಿಟ್ ವಿದ್ಯುತ್,ಒಟ್ಟು ನೊಂದಣಿ ಮಾಡಿರುವ ಫಲಾನುಭವಿಗಳು 38451 ಪಂಚ ಗ್ಯಾರಂಟಿ ಯೋಜನೆಗಳು ಜನರ ಬದುಕು ಹಸನುಗೊಳಿಸಿವೆ ಎಂದು ಕಾರ್ಯಕ್ರಮದಲ್ಲಿ ಸಮಿತಿ ಮಾತನಾಡಿದರು. ಈ ಸಂದರ್ಭ ಉಪಸ್ಥಿತರಿದ್ದ ತಾಲ್ಲೂಕ ಗ್ಯಾರಂಟಿ ಯೋಜನೆ ಅನುಷ್ಠಾನ — [1003, 1712, 1217, 1923]
article-5-headline[interactable]: ಪಹಲ್ಗಾಮ್ ಘಟನೆಗೆ ತೀವ್ರ ಖಂಡನೆ। ಮೃತರ ಆತ್ಮಕ್ಕೆ ಶಾಂತಿ ಕೋರಿದ ಕೈ ಮುಖಂಡರು, ಕಾರ್ಯಕರ್ತರು ಜಿಲ್ಲಾ ಕಾಂಗ್ರೆಸ್‌ನಿಂದ ಕ್ಯಾಂಡಲ್ ಮಾರ್ಚ್, ಮೌನಾಚರಣೆ — [520, 993, 1471, 1059]
page-number: 02 — [1482, 11, 1522, 51]
article-3-headline[interactable]: ವರ್ಣನ ಆರ್ಭಟಕ್ಕೆ ಜನರ ಜೀವನ ಅಸ್ತಾ ವೇಸ್ತಾ — [17, 781, 439, 891]
article-2-byline: ■ ಈಶಾನ್ಯ ಪೋಕಸ್ — [474, 156, 555, 171]
logo-right-text: ಪೋಕಸ್ — [932, 17, 997, 45]
article-1-byline: ■ ಈಶಾನ್ಯ ಪೋಕಸ್ — [17, 444, 98, 458]
article-6-photo — [17, 1569, 439, 1711]
separator — [466, 1422, 1525, 1425]
article-8-byline: ■ ಈಶಾನ್ಯ ಪೋಕಸ್ — [474, 2078, 555, 2092]
article-1-photo — [16, 202, 439, 439]
article-6-headline[interactable]: ಪಹಲ್ಗಾಮ್‌ನಲ್ಲಿ ಉಗ್ರರ ಗುಂಡಿನ ದಾಳಿ ಖಂಡಿಸಿ ಎಡಪಕ್ಷಗಳು ಪ್ರತಿಭಟನೆ — [17, 1476, 439, 1559]
article-8-body-col2: ಘಟನೆ ತಿಳಿಯುತ್ತಲೇ ಶಾಸಕ, ಖಾದಿ ಗ್ರಾಮೋದ್ಯೋಗ ಮಂಡಳಿ ಅಧ್ಯಕ್ಷ ಆರ್. ಬಸನಗೌಡ ತುರ್ವಿಹಾಳ ಆಸ್ಪತ್ರೆಗೆ ತೆರಳಿ ಗಾಯಾಳುಗಳ ಆರೋಗ್ಯ ವಿಚಾರಿಸಿದ್ದಾರೆ. ಜಿಲ್ಲಾ ವೈದ್ಯಾಧಿಕಾರಿಗಳ ಜೊತೆ ದೂರವಾಣಿಯಲ್ಲಿ ಮಾತನಾಡಿ ರಾಯಚೂರಿನ ರಿಮ್ಸ್ ಆಸ್ಪತ್ರೆಯಲ್ಲಿ ಗಾಯಾಳುಗಳಿಗೆ ಸೂಕ್ತ ಚಿಕಿತ್ಸೆ ನೀಡುವಂತೆ ಸೂಚಿಸಿದ್ದಾರೆ. ಮಾಜಿ ಶಾಸಕ ಪ್ರತಾಪ್ ಗೌಡ ಪಾಟೀಲ್, ಪುರಸಭೆ ಸದಸ್ಯ ರವಿಕುಮಾರ ಸೇರಿದಂತೆ ಹಲವರು ಆಸ್ಪತ್ರೆಗೆ ಭೇಟಿ ನೀಡಿ ಧೈರ್ಯ ತುಂಬಿದರು. — [751, 2080, 992, 2232]
article-8-photo — [1003, 2080, 1525, 2360]
article-5-photo — [468, 1106, 1002, 1407]
sun-emblem-icon — [904, 19, 928, 43]
